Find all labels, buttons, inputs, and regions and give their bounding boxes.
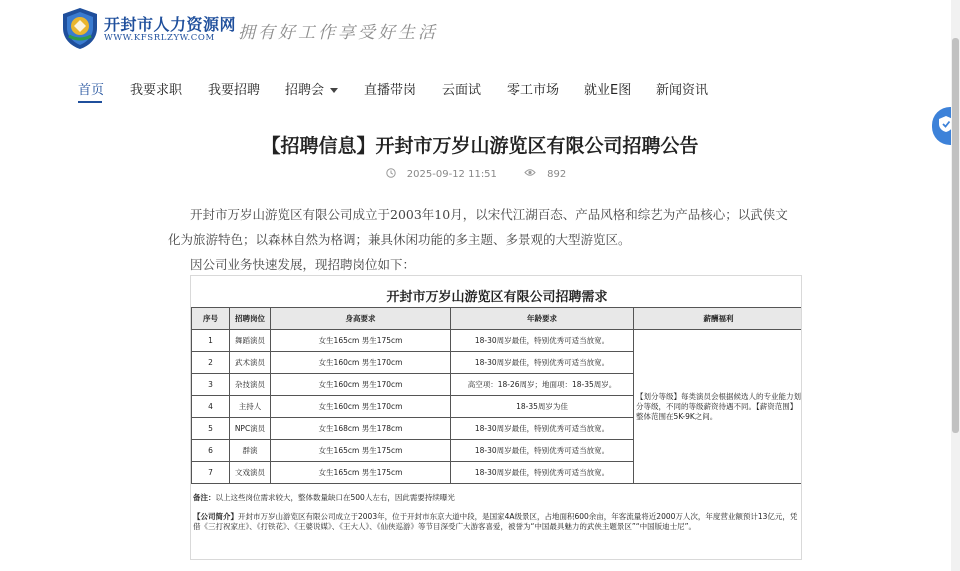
recruitment-table xyxy=(191,307,802,484)
cell-age: 18-35周岁为佳 xyxy=(451,396,634,418)
cell-position: 群演 xyxy=(230,440,271,462)
cell-benefit: 【划分等级】每类演员会根据候选人的专业能力划分等级，不同的等级薪资待遇不同。【薪资范围】整体范围在5K-9K之间。 xyxy=(634,330,803,484)
cell-height: 女生165cm 男生175cm xyxy=(271,462,451,484)
nav-item-job-seeking[interactable]: 我要求职 xyxy=(130,83,183,98)
article-date xyxy=(386,169,508,180)
recruitment-image xyxy=(190,275,802,560)
cell-no: 1 xyxy=(192,330,230,352)
cell-height: 女生160cm 男生170cm xyxy=(271,396,451,418)
clock-icon xyxy=(386,168,396,178)
recruitment-note-text: 以上这些岗位需求较大，整体数量缺口在500人左右，因此需要持续曝光 xyxy=(215,493,455,502)
cell-height: 女生160cm 男生170cm xyxy=(271,352,451,374)
cell-position: 文戏演员 xyxy=(230,462,271,484)
cell-height: 女生160cm 男生170cm xyxy=(271,374,451,396)
cell-no: 5 xyxy=(192,418,230,440)
table-row xyxy=(192,330,803,352)
cell-position: 舞蹈演员 xyxy=(230,330,271,352)
cell-age: 高空项：18-26周岁；地面项：18-35周岁。 xyxy=(451,374,634,396)
recruitment-note-label: 备注： xyxy=(193,493,216,502)
nav-item-job-fair[interactable] xyxy=(285,79,338,98)
table-header-no: 序号 xyxy=(192,308,230,330)
nav-item-news[interactable]: 新闻资讯 xyxy=(656,83,709,98)
table-header-age: 年龄要求 xyxy=(451,308,634,330)
cell-position: 武术演员 xyxy=(230,352,271,374)
nav-active-indicator xyxy=(78,101,102,103)
nav-item-cloud-interview[interactable]: 云面试 xyxy=(442,83,482,98)
article-meta xyxy=(0,168,960,180)
table-header-position: 招聘岗位 xyxy=(230,308,271,330)
company-intro-text: 开封市万岁山游览区有限公司成立于2003年，位于开封市东京大道中段，是国家4A级景区，占地面积600余亩，年客流量将近2000万人次，年度营业额预计13亿元，凭借《三打祝家庄》、《打铁花》、《王婆说媒》、《王大人》、《仙侠巡游》等节目深受广大游客喜爱，被誉为“中国最具魅力的武侠主题景区”“中国版迪士尼”。 xyxy=(193,512,798,531)
article-paragraph-2: 因公司业务快速发展，现招聘岗位如下： xyxy=(190,257,416,272)
scrollbar-thumb[interactable] xyxy=(952,38,959,433)
recruitment-table-title: 开封市万岁山游览区有限公司招聘需求 xyxy=(386,290,608,305)
nav-item-job-fair-label: 招聘会 xyxy=(285,83,325,98)
table-header-benefit: 薪酬福利 xyxy=(634,308,803,330)
chevron-down-icon xyxy=(330,88,338,93)
nav-item-home[interactable]: 首页 xyxy=(78,83,105,98)
article-views xyxy=(524,169,574,180)
nav-item-gig-market[interactable]: 零工市场 xyxy=(507,83,560,98)
site-url: WWW.KFSRLZYW.COM xyxy=(104,33,215,43)
article-title: 【招聘信息】开封市万岁山游览区有限公司招聘公告 xyxy=(261,135,699,157)
cell-age: 18-30周岁最佳，特别优秀可适当放宽。 xyxy=(451,462,634,484)
table-header-row xyxy=(192,308,803,330)
site-slogan: 拥有好工作享受好生活 xyxy=(238,23,438,43)
nav-item-live-recruiting[interactable]: 直播带岗 xyxy=(364,83,417,98)
nav-item-employment-map[interactable]: 就业E图 xyxy=(584,83,632,98)
table-header-height: 身高要求 xyxy=(271,308,451,330)
cell-height: 女生165cm 男生175cm xyxy=(271,440,451,462)
cell-no: 2 xyxy=(192,352,230,374)
main-nav xyxy=(0,76,960,106)
cell-no: 6 xyxy=(192,440,230,462)
site-title[interactable]: 开封市人力资源网 xyxy=(104,15,237,34)
recruitment-note xyxy=(193,492,455,503)
cell-age: 18-30周岁最佳，特别优秀可适当放宽。 xyxy=(451,352,634,374)
cell-height: 女生165cm 男生175cm xyxy=(271,330,451,352)
cell-age: 18-30周岁最佳，特别优秀可适当放宽。 xyxy=(451,330,634,352)
company-intro xyxy=(193,512,799,532)
cell-no: 4 xyxy=(192,396,230,418)
company-intro-label: 【公司简介】 xyxy=(193,512,238,521)
cell-position: NPC演员 xyxy=(230,418,271,440)
cell-no: 3 xyxy=(192,374,230,396)
article-paragraph-1-line-2: 化为旅游特色；以森林自然为格调；兼具休闲功能的多主题、多景观的大型游览区。 xyxy=(168,232,631,247)
article-paragraph-1-line-1: 开封市万岁山游览区有限公司成立于2003年10月，以宋代江湖百态、产品风格和综艺为产品核心；以武侠文 xyxy=(190,207,788,222)
cell-age: 18-30周岁最佳，特别优秀可适当放宽。 xyxy=(451,440,634,462)
cell-height: 女生168cm 男生178cm xyxy=(271,418,451,440)
eye-icon xyxy=(524,168,536,177)
cell-position: 主持人 xyxy=(230,396,271,418)
article-date-text: 2025-09-12 11:51 xyxy=(406,169,497,180)
article-views-count: 892 xyxy=(547,169,567,180)
site-logo-icon[interactable] xyxy=(60,6,100,50)
page-scrollbar[interactable] xyxy=(951,0,960,571)
nav-item-recruiting[interactable]: 我要招聘 xyxy=(208,83,261,98)
cell-position: 杂技演员 xyxy=(230,374,271,396)
cell-age: 18-30周岁最佳，特别优秀可适当放宽。 xyxy=(451,418,634,440)
cell-no: 7 xyxy=(192,462,230,484)
